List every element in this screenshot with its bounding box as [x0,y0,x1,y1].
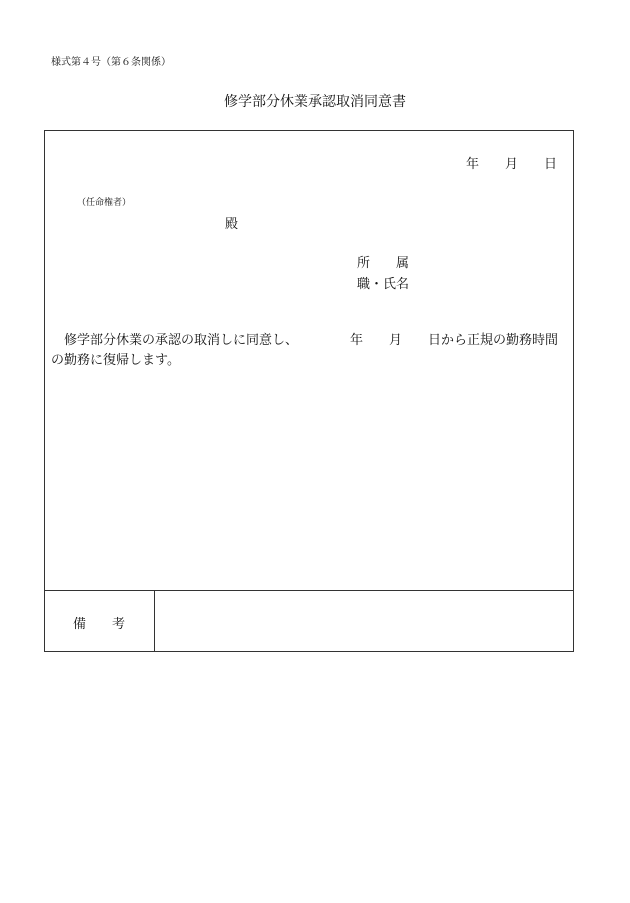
document-title: 修学部分休業承認取消同意書 [224,94,406,110]
consent-statement [51,331,569,371]
statement-part-2: 日から正規の勤務時間 [428,333,559,348]
honorific-label: 殿 [225,217,239,232]
date-year-label: 年 [465,157,479,172]
form-reference: 様式第４号（第６条関係） [51,57,171,68]
affiliation-label [357,252,409,271]
statement-line-2: の勤務に復帰します。 [51,353,180,368]
affiliation-char-1: 所 [357,256,371,271]
form-frame [44,130,574,652]
statement-part-1: 修学部分休業の承認の取消しに同意し、 [64,333,299,348]
date-row [466,153,557,172]
remarks-char-2: 考 [112,617,126,632]
remarks-label-cell [45,591,155,651]
position-name-label: 職・氏名 [357,277,410,292]
remarks-value-cell[interactable] [155,591,573,651]
remarks-char-1: 備 [73,617,87,632]
remarks-label [73,613,125,632]
appointer-label: （任命権者） [77,198,132,208]
date-day-label: 日 [543,157,557,172]
main-content-area [45,131,573,591]
affiliation-char-2: 属 [396,256,410,271]
statement-year-label: 年 [350,333,364,348]
statement-month-label: 月 [389,333,403,348]
date-month-label: 月 [504,157,518,172]
